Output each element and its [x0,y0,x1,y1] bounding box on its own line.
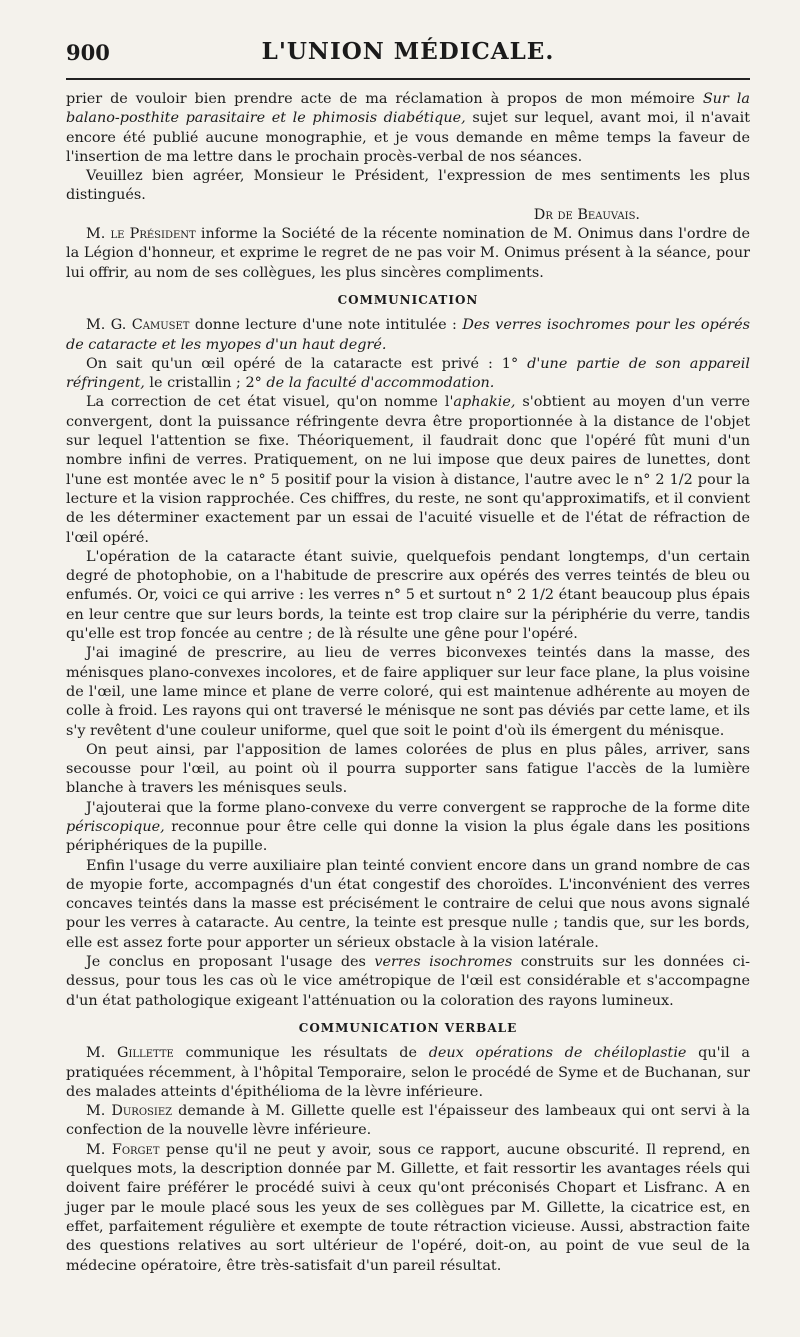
text-run: reconnue pour être celle qui donne la vision la plus égale dans les positions périphériques de la pupille. [66,818,750,855]
paragraph-durosiez [66,1102,750,1141]
text-run: communique les résultats de [173,1045,429,1062]
text-italic: d'une partie de son appareil réfringent, [66,355,750,392]
speaker-name: M. Durosiez [86,1103,173,1120]
running-head [66,38,750,80]
section-heading-communication: COMMUNICATION [337,292,479,307]
text-run: s'obtient au moyen d'un verre convergent, dont la puissance réfringente devra être proportionnée à la distance de l'objet sur lequel l'attention se fixe. Théoriquement, il faudrait donc que l'opéré fût muni d'un nombre infini de verres. Pratiquement, on ne lui impose que deux paires de lunettes, dont l'une est montée avec le n° 5 positif pour la vision à distance, l'autre avec le n° 2 1/2 pour la lecture et la vision rapprochée. Ces chiffres, du reste, ne sont qu'approximatifs, et il convient de les déterminer exactement par un essai de l'acuité visuelle et de l'état de réfraction de l'œil opéré. [66,394,750,546]
paragraph-body [66,355,750,394]
text-run: La correction de cet état visuel, qu'on nomme l' [86,394,454,411]
paragraph-president [66,225,750,283]
paragraph-body [66,953,750,1011]
text-run: informe la Société de la récente nomination de M. Onimus dans l'ordre de la Légion d'honneur, et exprime le regret de ne pas voir M. Onimus présent à la séance, pour lui offrir, au nom de ses collègues, les plus sincères compliments. [66,226,751,281]
memoir-title: Sur la balano-posthite parasitaire et le phimosis diabétique, [66,91,750,127]
section-heading-verbale: COMMUNICATION VERBALE [298,1020,518,1035]
paragraph-body [66,799,750,857]
text-italic: périscopique, [66,818,165,835]
text-run: prier de vouloir bien prendre acte de ma réclamation à propos de mon mémoire [66,91,703,107]
text-italic: verres isochromes [374,954,513,971]
paragraph-forget [66,1141,750,1276]
text-run: Je conclus en proposant l'usage des [86,954,375,971]
text-run: On sait qu'un œil opéré de la cataracte est privé : 1° [86,355,528,372]
article-body [66,90,750,1276]
text-italic: aphakie, [453,394,516,411]
speaker-name: M. Forget [86,1141,160,1158]
note-title: Des verres isochromes pour les opérés de cataracte et les myopes d'un haut degré. [66,317,750,353]
paragraph-body: On peut ainsi, par l'apposition de lames colorées de plus en plus pâles, arriver, sans secousse pour l'œil, au point où il pourra supporter sans fatigue l'accès de la lumière blanche à travers les ménisques seuls. [66,741,750,797]
paragraph-gillette [66,1044,750,1102]
text-run: sujet sur lequel, avant moi, il n'avait encore été publié aucune monographie, et je vous demande en même temps la faveur de l'insertion de ma lettre dans le prochain procès-verbal de nos séances. [66,110,750,165]
text-run: demande à M. Gillette quelle est l'épaisseur des lambeaux qui ont servi à la confection de la nouvelle lèvre inférieure. [66,1103,750,1139]
paragraph-camuset [66,316,750,355]
page-number: 900 [66,40,110,65]
text-italic: de la faculté d'accommodation. [266,375,495,392]
text-run: donne lecture d'une note intitulée : [189,317,463,334]
paragraph-body: L'opération de la cataracte étant suivie, quelquefois pendant longtemps, d'un certain degré de photophobie, on a l'habitude de prescrire aux opérés des verres teintés de bleu ou enfumés. Or, voici ce qui arrive : les verres n° 5 et surtout n° 2 1/2 étant beaucoup plus épais en leur centre que sur leurs bords, la teinte est trop claire sur la périphérie du verre, tandis qu'elle est trop foncée au centre ; de là résulte une gêne pour l'opéré. [66,548,750,643]
speaker-name: M. Gillette [86,1045,174,1062]
paragraph-body: Enfin l'usage du verre auxiliaire plan teinté convient encore dans un grand nombre de cas de myopie forte, accompagnés d'un état congestif des choroïdes. L'inconvénient des verres concaves teintés dans la masse est précisément le contraire de celui que nous avons signalé pour les verres à cataracte. Au centre, la teinte est presque nulle ; tandis que, sur les bords, elle est assez forte pour apporter un sérieux obstacle à la vision latérale. [66,857,750,951]
signature: Dr de Beauvais. [533,206,640,223]
speaker-name: M. G. Camuset [86,317,190,334]
text-run: qu'il a pratiquées récemment, à l'hôpital Temporaire, selon le procédé de Syme et de Buchanan, sur des malades atteints d'épithélioma de la lèvre inférieure. [66,1045,750,1100]
paragraph-body [66,393,750,547]
text-run: pense qu'il ne peut y avoir, sous ce rapport, aucune obscurité. Il reprend, en quelques mots, la description donnée par M. Gillette, et fait ressortir les avantages réels qui doivent faire préférer le procédé suivi à ceux qu'ont préconisés Chopart et Lisfranc. A en juger par le moule placé sous les yeux de ses collègues par M. Gillette, la cicatrice est, en effet, parfaitement régulière et exempte de toute rétraction vicieuse. Aussi, abstraction faite des questions relatives au sort ultérieur de l'opéré, doit-on, au point de vue seul de la médecine opératoire, être très-satisfait d'un pareil résultat. [66,1141,751,1274]
text-italic: deux opérations de chéiloplastie [428,1045,687,1062]
paragraph-body: J'ai imaginé de prescrire, au lieu de verres biconvexes teintés dans la masse, des ménisques plano-convexes incolores, et de faire appliquer sur leur face plane, la plus voisine de l'œil, une lame mince et plane de verre coloré, qui est maintenue adhérente au moyen de colle à froid. Les rayons qui ont traversé le ménisque ne sont pas déviés par cette lame, et ils s'y revêtent d'une couleur uniforme, quel que soit le point d'où ils émergent du ménisque. [66,645,750,739]
speaker-name: M. le Président [86,226,196,243]
text-run: construits sur les données ci-dessus, pour tous les cas où le vice amétropique de l'œil est considérable et s'accompagne d'un état pathologique exigeant l'atténuation ou la coloration des rayons lumineux. [66,954,751,1009]
text-run: J'ajouterai que la forme plano-convexe du verre convergent se rapproche de la forme dite [86,799,750,816]
paragraph-salutation: Veuillez bien agréer, Monsieur le Président, l'expression de mes sentiments les plus distingués. [66,168,750,204]
text-run: le cristallin ; 2° [144,375,267,392]
journal-title: L'UNION MÉDICALE. [261,38,555,65]
paragraph-letter-close [66,90,750,167]
